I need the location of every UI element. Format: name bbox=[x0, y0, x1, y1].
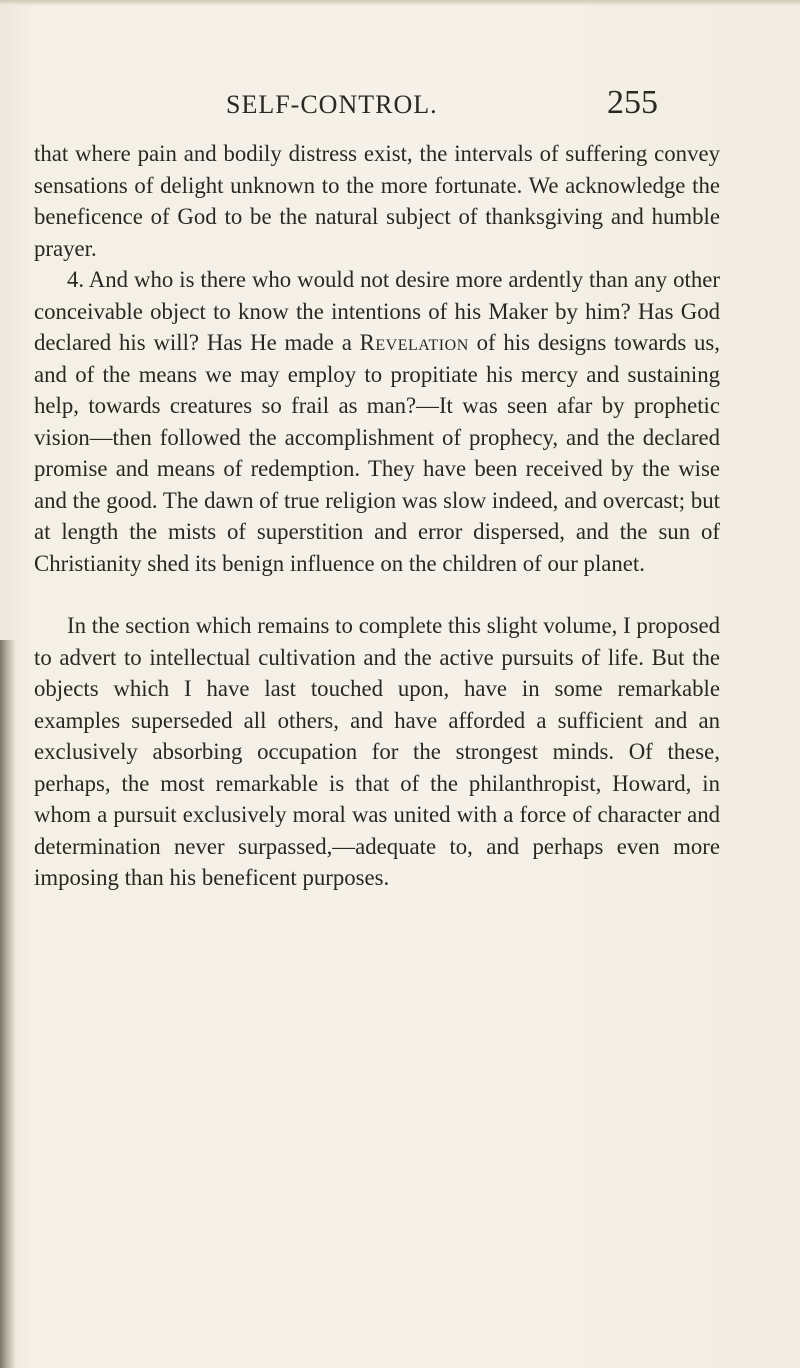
page-number: 255 bbox=[607, 84, 658, 121]
page-header bbox=[210, 84, 658, 128]
revelation-smallcaps: Revelation bbox=[359, 330, 469, 355]
paragraph-2-start: 4. And who is there who would not desire more ardently than any other conceivable object to know the intentions of his Maker by him? Has God declared his will? Has He made a bbox=[34, 267, 720, 355]
paragraph-2 bbox=[34, 264, 720, 579]
body-text bbox=[34, 138, 720, 894]
running-head: SELF-CONTROL. bbox=[226, 90, 438, 119]
paragraph-1: that where pain and bodily distress exist, the intervals of suffering convey sensations of delight unknown to the more fortunate. We acknowledge the beneficence of God to be the natural subject of thanksgiving and humble prayer. bbox=[34, 141, 720, 261]
binding-shadow bbox=[0, 640, 16, 1368]
page-top-edge bbox=[0, 0, 800, 6]
paragraph-3: In the section which remains to complete this slight volume, I proposed to advert to intellectual cultivation and the active pursuits of life. But the objects which I have last touched upon, have in some remarkable examples superseded all others, and have afforded a sufficient and an exclusively absorbing occupation for the strongest minds. Of these, perhaps, the most remarkable is that of the philanthropist, Howard, in whom a pursuit exclusively moral was united with a force of character and determination never surpassed,—adequate to, and perhaps even more imposing than his beneficent purposes. bbox=[34, 613, 720, 890]
paragraph-2-end: of his designs towards us, and of the means we may employ to propitiate his mercy and sustaining help, towards creatures so frail as man?—It was seen afar by prophetic vision—then followed the accomplishment of prophecy, and the declared promise and means of redemption. They have been received by the wise and the good. The dawn of true religion was slow indeed, and overcast; but at length the mists of superstition and error dispersed, and the sun of Christianity shed its benign influence on the children of our planet. bbox=[34, 330, 720, 576]
